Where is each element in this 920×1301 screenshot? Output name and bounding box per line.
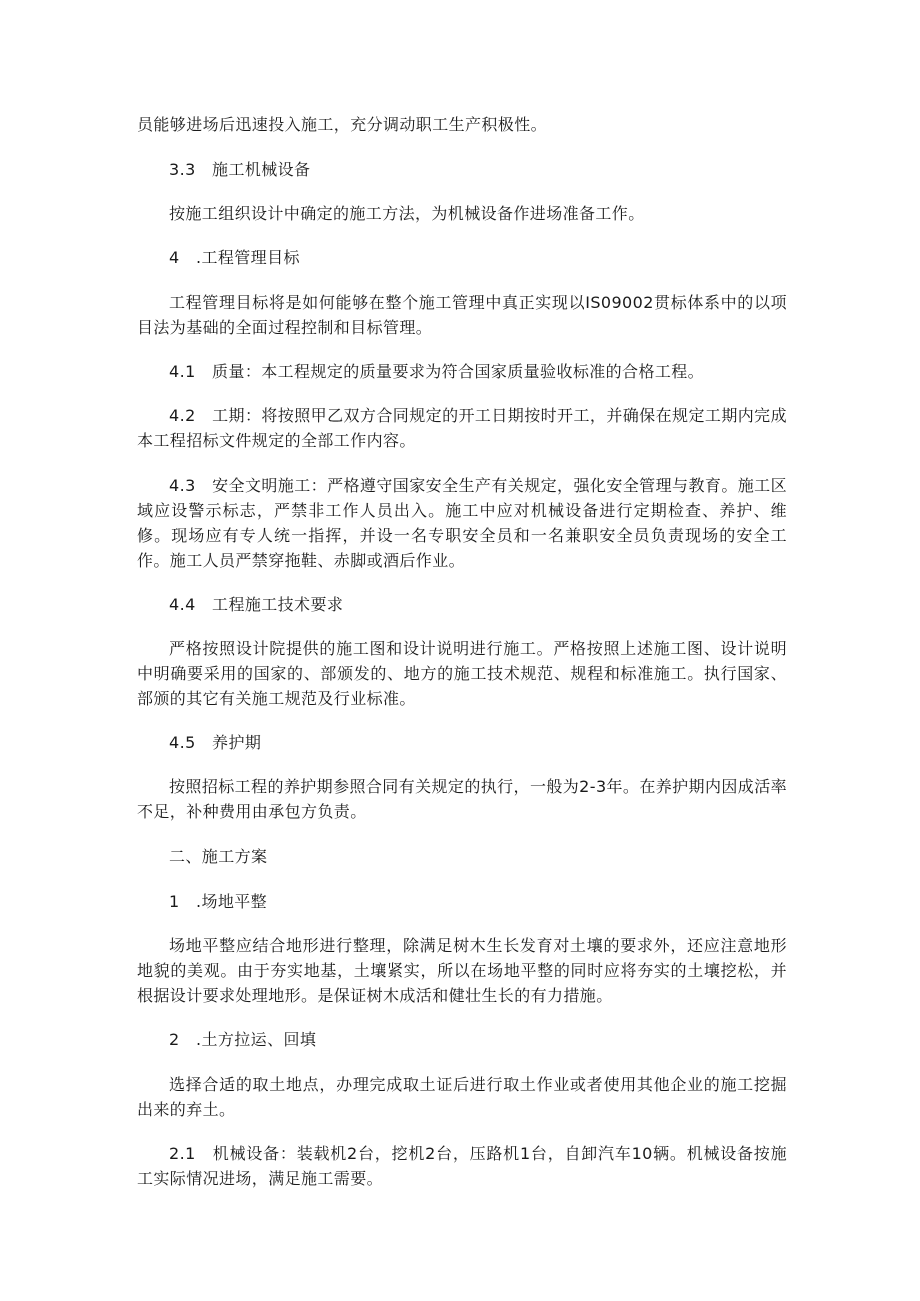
heading-4-4: 4.4 工程施工技术要求 — [169, 595, 344, 614]
paragraph: 场地平整应结合地形进行整理，除满足树木生长发育对土壤的要求外，还应注意地形地貌的美观。由于夯实地基，土壤紧实，所以在场地平整的同时应将夯实的土壤挖松，并根据设计要求处理地形。是保证树木成活和健壮生长的有力措施。 — [137, 936, 787, 1005]
paragraph: 选择合适的取土地点，办理完成取土证后进行取土作业或者使用其他企业的施工挖掘出来的弃土。 — [137, 1075, 787, 1119]
heading-3-3: 3.3 施工机械设备 — [169, 160, 311, 179]
paragraph-2-1: 2.1 机械设备：装载机2台，挖机2台，压路机1台，自卸汽车10辆。机械设备按施工实际情况进场，满足施工需要。 — [137, 1144, 787, 1188]
heading-1: 1 .场地平整 — [169, 892, 268, 911]
paragraph-4-1: 4.1 质量：本工程规定的质量要求为符合国家质量验收标准的合格工程。 — [169, 362, 705, 381]
heading-2: 2 .土方拉运、回填 — [169, 1030, 317, 1049]
paragraph: 按照招标工程的养护期参照合同有关规定的执行，一般为2-3年。在养护期内因成活率不足，补种费用由承包方负责。 — [137, 777, 787, 821]
paragraph-4-2: 4.2 工期：将按照甲乙双方合同规定的开工日期按时开工，并确保在规定工期内完成本工程招标文件规定的全部工作内容。 — [137, 406, 787, 450]
heading-4-5: 4.5 养护期 — [169, 733, 262, 752]
section-heading-2: 二、施工方案 — [169, 847, 268, 866]
heading-4: 4 .工程管理目标 — [169, 248, 300, 267]
paragraph: 工程管理目标将是如何能够在整个施工管理中真正实现以IS09002贯标体系中的以项目法为基础的全面过程控制和目标管理。 — [137, 293, 787, 337]
paragraph-4-3: 4.3 安全文明施工：严格遵守国家安全生产有关规定，强化安全管理与教育。施工区域应设警示标志，严禁非工作人员出入。施工中应对机械设备进行定期检查、养护、维修。现场应有专人统一指挥，并设一名专职安全员和一名兼职安全员负责现场的安全工作。施工人员严禁穿拖鞋、赤脚或酒后作业。 — [137, 476, 787, 570]
paragraph-continuation: 员能够进场后迅速投入施工，充分调动职工生产积极性。 — [137, 115, 548, 134]
paragraph: 按施工组织设计中确定的施工方法，为机械设备作进场准备工作。 — [169, 204, 645, 223]
paragraph: 严格按照设计院提供的施工图和设计说明进行施工。严格按照上述施工图、设计说明中明确要采用的国家的、部颁发的、地方的施工技术规范、规程和标准施工。执行国家、部颁的其它有关施工规范及行业标准。 — [137, 639, 787, 708]
